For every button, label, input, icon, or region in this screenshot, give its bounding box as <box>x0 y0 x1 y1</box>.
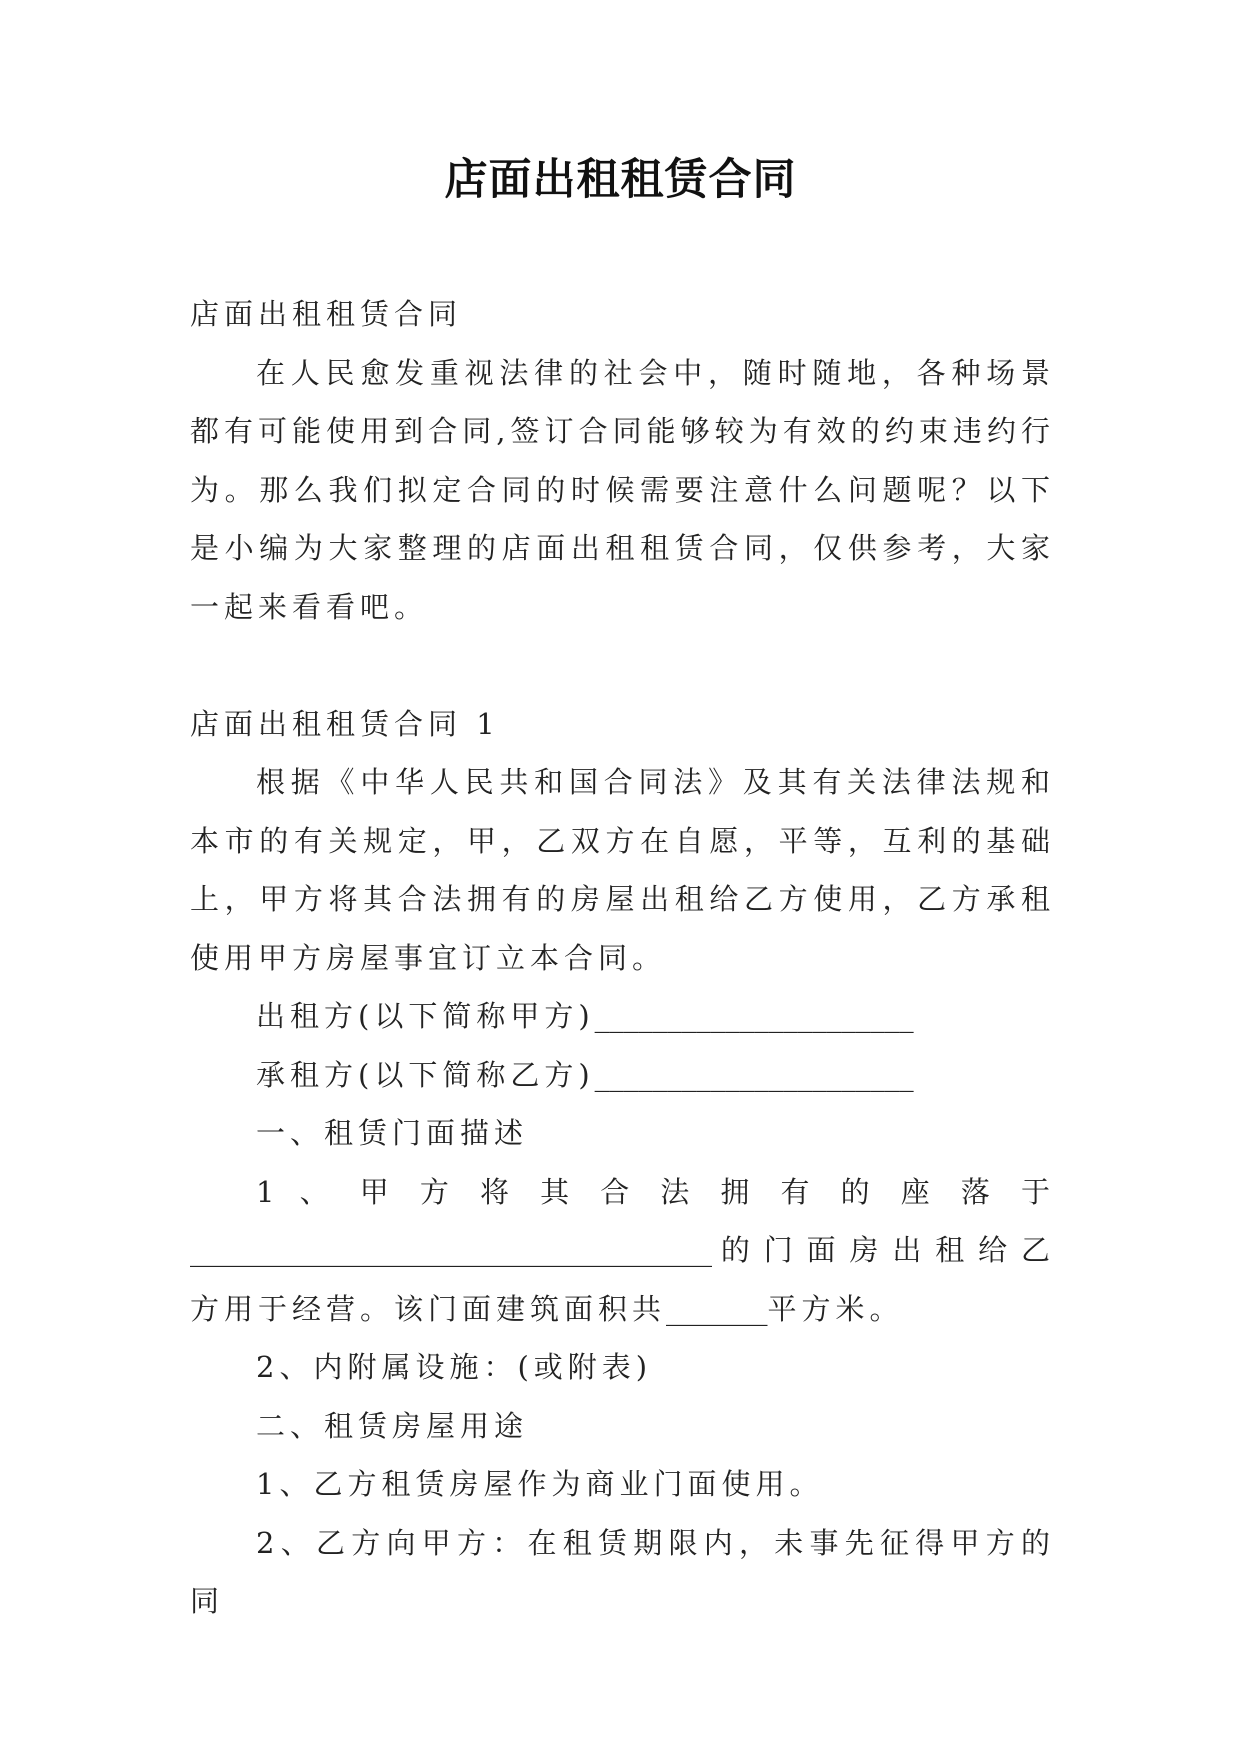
clause-item: 2、内附属设施：(或附表) <box>256 1350 653 1384</box>
lessee-label: 承租方(以下简称乙方) <box>256 1057 595 1092</box>
clause-item-text: 方用于经营。该门面建筑面积共 <box>190 1291 667 1326</box>
section-heading: 店面出租租赁合同 1 <box>190 706 500 741</box>
clause-heading: 一、租赁门面描述 <box>256 1116 529 1150</box>
lessor-blank: ______________________ <box>594 999 914 1033</box>
clause-item: 2、乙方向甲方：在租赁期限内，未事先征得甲方的同 <box>190 1525 1055 1618</box>
location-blank: ____________________________________ <box>190 1233 712 1267</box>
clause-heading: 二、租赁房屋用途 <box>256 1408 529 1443</box>
lessee-line <box>190 1046 1055 1105</box>
intro-paragraph: 在人民愈发重视法律的社会中，随时随地，各种场景都有可能使用到合同,签订合同能够较为有效的约束违约行为。那么我们拟定合同的时候需要注意什么问题呢？以下是小编为大家整理的店面出租租赁合同，仅供参考，大家一起来看看吧。 <box>190 355 1055 624</box>
document-body <box>190 285 1055 1631</box>
lessor-line <box>190 987 1055 1046</box>
clause-item-line <box>190 1221 1055 1280</box>
lessee-blank: ______________________ <box>594 1057 914 1092</box>
lessor-label: 出租方(以下简称甲方) <box>256 999 595 1033</box>
clause-item-text: 的门面房出租给乙 <box>712 1233 1055 1267</box>
preamble-paragraph: 根据《中华人民共和国合同法》及其有关法律法规和本市的有关规定，甲，乙双方在自愿，平等，互利的基础上，甲方将其合法拥有的房屋出租给乙方使用，乙方承租使用甲方房屋事宜订立本合同。 <box>190 765 1055 975</box>
clause-item-line <box>190 1280 1055 1339</box>
clause-item-line: 1 、 甲 方 将 其 合 法 拥 有 的 座 落 于 <box>256 1174 1055 1209</box>
document-subtitle: 店面出租租赁合同 <box>190 297 463 331</box>
area-blank: _______ <box>666 1291 768 1326</box>
clause-item: 1、乙方租赁房屋作为商业门面使用。 <box>256 1467 824 1501</box>
document-title: 店面出租租赁合同 <box>444 155 797 205</box>
clause-item-text: 平方米。 <box>767 1291 904 1326</box>
